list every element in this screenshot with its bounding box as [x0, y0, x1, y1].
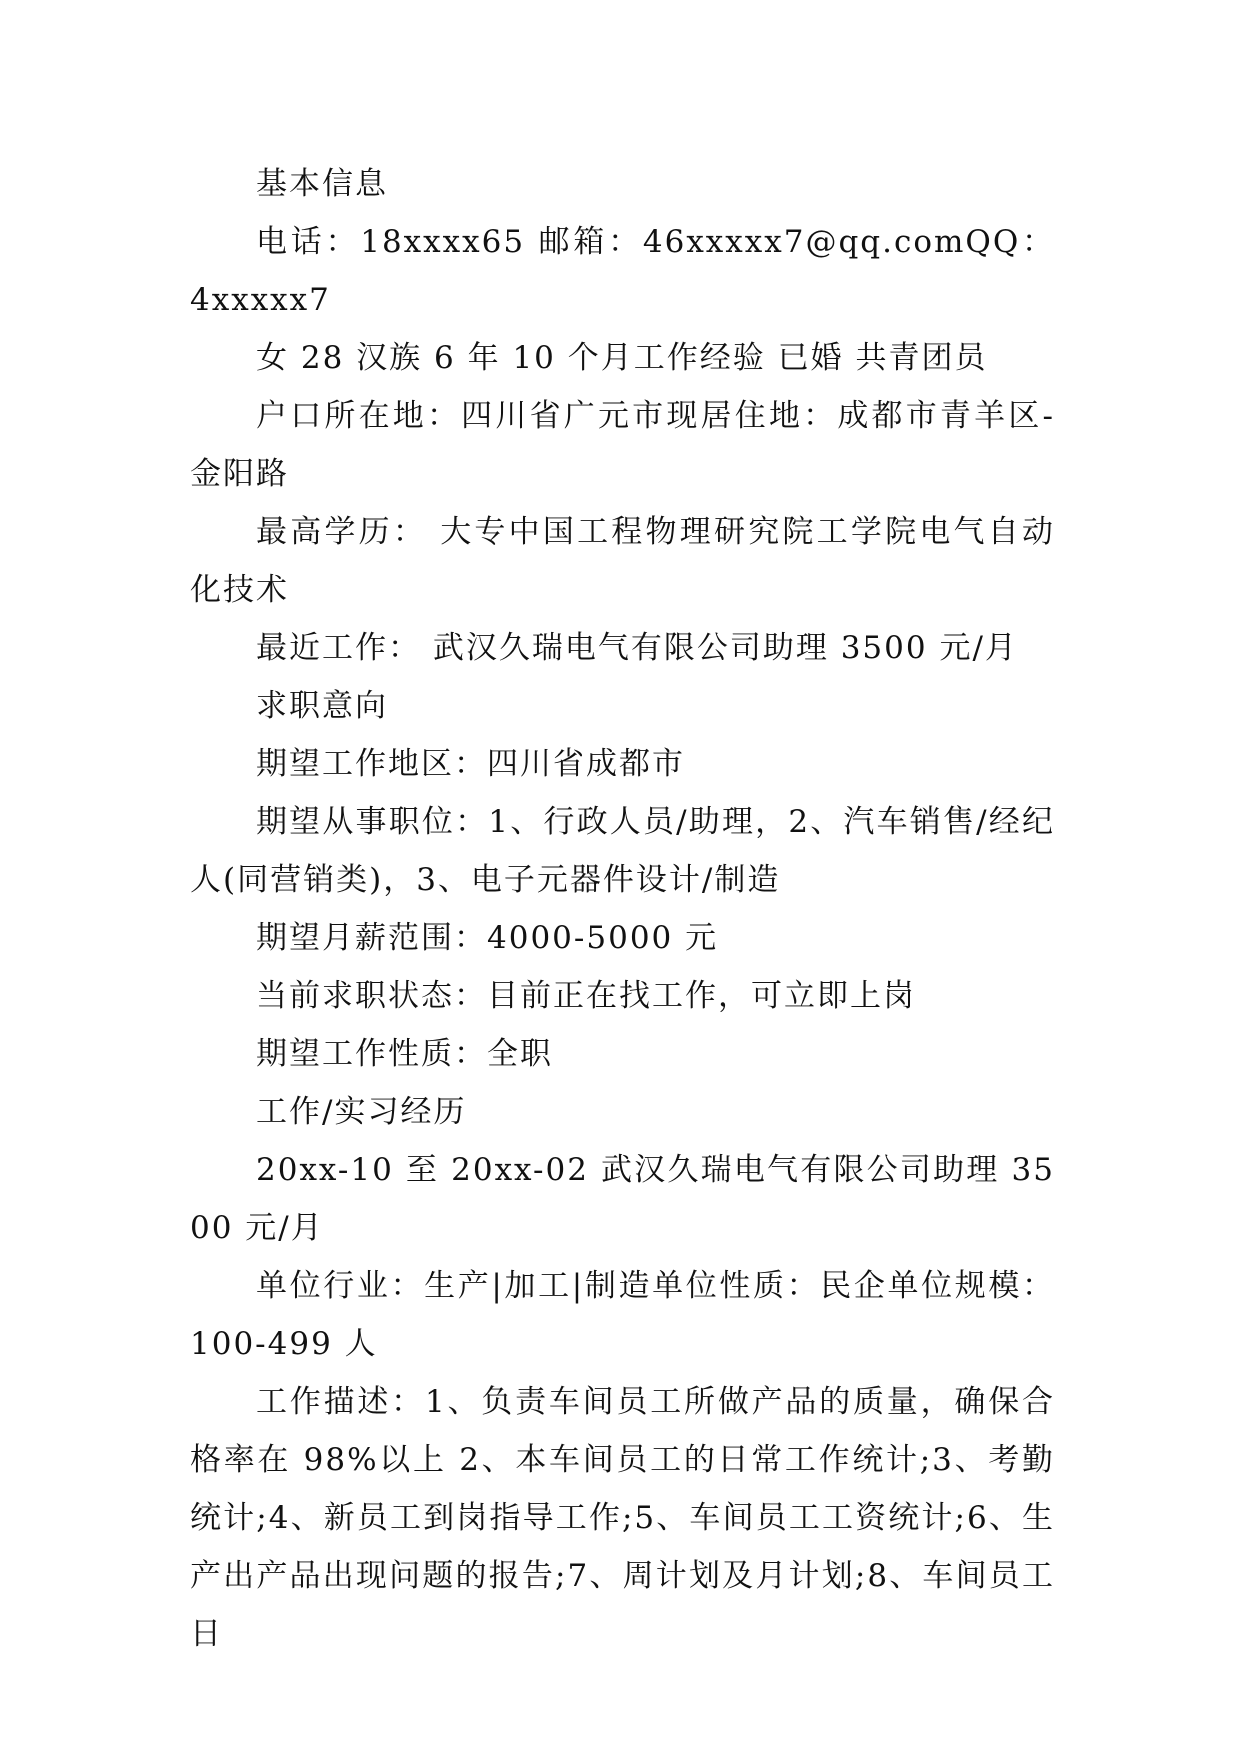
experience-entry-paragraph: 20xx-10 至 20xx-02 武汉久瑞电气有限公司助理 3500 元/月 [190, 1152, 1055, 1246]
residence-paragraph: 户口所在地：四川省广元市现居住地：成都市青羊区-金阳路 [190, 398, 1055, 492]
recent-job-line: 最近工作： 武汉久瑞电气有限公司助理 3500 元/月 [256, 630, 1018, 666]
section-heading-job-intent: 求职意向 [256, 688, 388, 724]
job-status-line: 当前求职状态：目前正在找工作，可立即上岗 [256, 978, 916, 1014]
document-body [190, 155, 1055, 1663]
company-info-paragraph: 单位行业：生产|加工|制造单位性质：民企单位规模：100-499 人 [190, 1268, 1055, 1362]
desired-location-line: 期望工作地区：四川省成都市 [256, 746, 685, 782]
section-heading-basic-info: 基本信息 [256, 166, 388, 202]
personal-summary-line: 女 28 汉族 6 年 10 个月工作经验 已婚 共青团员 [256, 340, 988, 376]
education-paragraph: 最高学历： 大专中国工程物理研究院工学院电气自动化技术 [190, 514, 1055, 608]
desired-salary-line: 期望月薪范围：4000-5000 元 [256, 920, 719, 956]
contact-line: 电话：18xxxx65 邮箱：46xxxxx7@qq.comQQ：4xxxxx7 [190, 224, 1055, 318]
job-description-paragraph: 工作描述：1、负责车间员工所做产品的质量，确保合格率在 98%以上 2、本车间员工的日常工作统计;3、考勤统计;4、新员工到岗指导工作;5、车间员工工资统计;6、生产出产品出现问题的报告;7、周计划及月计划;8、车间员工日 [190, 1384, 1055, 1652]
desired-positions-paragraph: 期望从事职位：1、行政人员/助理，2、汽车销售/经纪人(同营销类)，3、电子元器件设计/制造 [190, 804, 1055, 898]
job-type-line: 期望工作性质：全职 [256, 1036, 553, 1072]
section-heading-experience: 工作/实习经历 [256, 1094, 467, 1130]
